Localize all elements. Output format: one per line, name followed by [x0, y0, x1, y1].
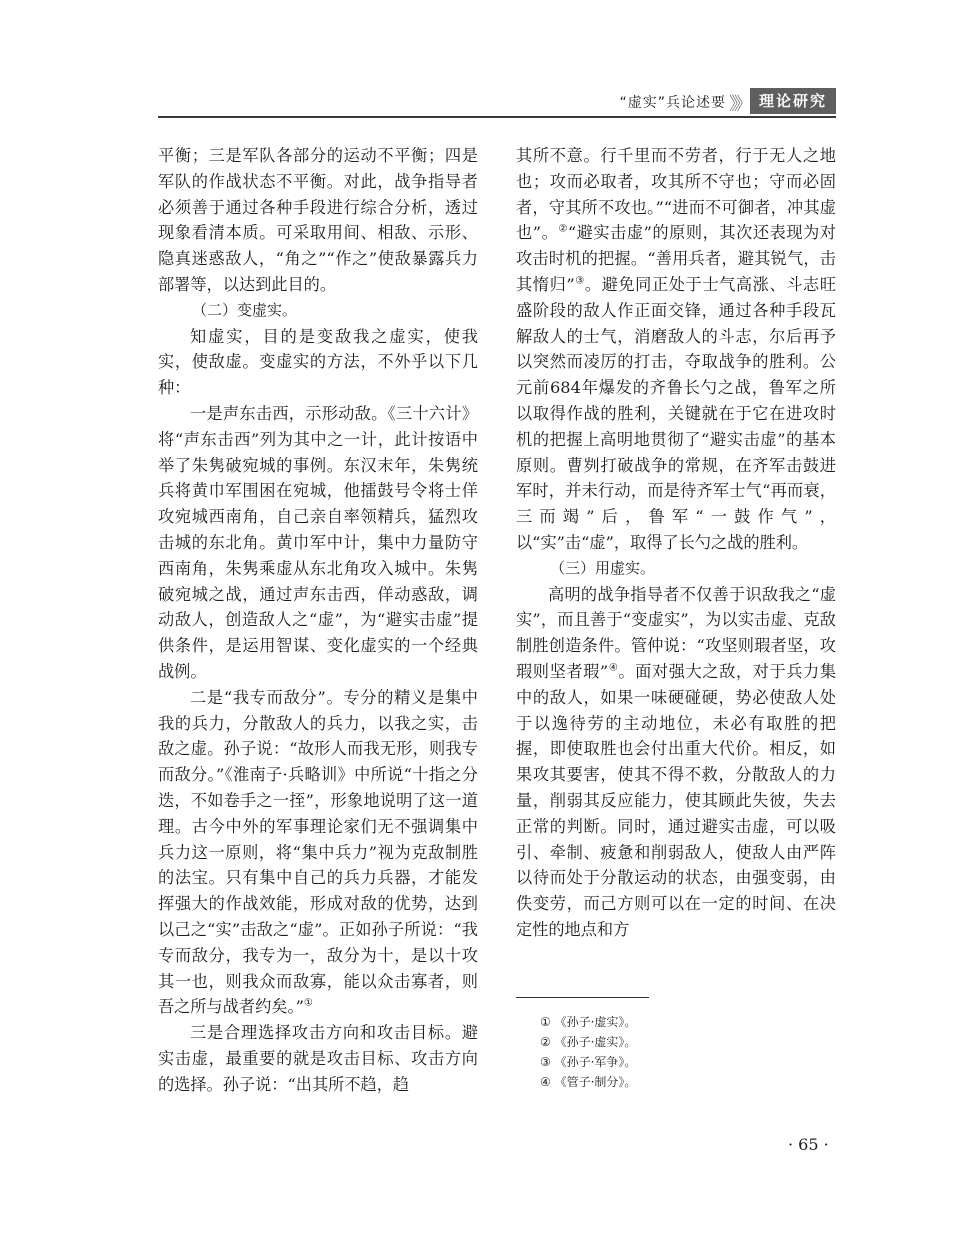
paragraph: [158, 685, 478, 1020]
paragraph-text: 其所不意。行千里而不劳者，行于无人之地也；攻而必取者，攻其所不守也；守而必固者，守其所不攻也。”“进而不可御者，冲其虚也”。: [516, 146, 836, 243]
subheading: （二）变虚实。: [192, 300, 298, 319]
chevron-icon: 》》: [729, 94, 748, 115]
left-column: [158, 143, 478, 1097]
paragraph: 一是声东击西，示形动敌。《三十六计》将“声东击西”列为其中之一计，此计按语中举了朱隽破宛城的事例。东汉末年，朱隽统兵将黄巾军围困在宛城，他擂鼓号令将士佯攻宛城西南角，自己亲自率领精兵，猛烈攻击城的东北角。黄巾军中计，集中力量防守西南角，朱隽乘虚从东北角攻入城中。朱隽破宛城之战，通过声东击西，佯动惑敌，调动敌人，创造敌人之“虚”，为“避实击虚”提供条件，是运用智谋、变化虚实的一个经典战例。: [158, 403, 478, 681]
article-title: “虚实”兵论述要: [619, 95, 726, 111]
footnote-ref: ④: [608, 662, 619, 674]
paragraph: 知虚实，目的是变敌我之虚实，使我实，使敌虚。变虚实的方法，不外乎以下几种：: [158, 326, 478, 398]
paragraph-text: 。面对强大之敌，对于兵力集中的敌人，如果一味硬碰硬，势必使敌人处于以逸待劳的主动地位，未必有取胜的把握，即使取胜也会付出重大代价。相反，如果攻其要害，使其不得不救，分散敌人的力量，削弱其反应能力，使其顾此失彼，失去正常的判断。同时，通过避实击虚，可以吸引、牵制、疲惫和削弱敌人，使敌人由严阵以待而处于分散运动的状态，由强变弱，由佚变劳，而己方则可以在一定的时间、在决定性的地点和方: [516, 661, 837, 939]
footnote-rule: [516, 997, 649, 998]
paragraph-text: 二是“我专而敌分”。专分的精义是集中我的兵力，分散敌人的兵力，以我之实，击敌之虚。孙子说：“故形人而我无形，则我专而敌分。”《淮南子·兵略训》中所说“十指之分迭，不如卷手之一挃”，形象地说明了这一道理。古今中外的军事理论家们无不强调集中兵力这一原则，将“集中兵力”视为克敌制胜的法宝。只有集中自己的兵力兵器，才能发挥强大的作战效能，形成对敌的优势，达到以己之“实”击敌之“虚”。正如孙子所说：“我专而敌分，我专为一，敌分为十，是以十攻其一也，则我众而敌寡，能以众击寡者，则吾之所与战者约矣。”: [158, 687, 478, 1017]
paragraph: 三是合理选择攻击方向和攻击目标。避实击虚，最重要的就是攻击目标、攻击方向的选择。孙子说：“出其所不趋，趋: [158, 1023, 478, 1094]
section-label: 理论研究: [750, 88, 836, 114]
running-header: [158, 88, 836, 118]
footnotes: [540, 1012, 636, 1092]
footnote: ④ 《管子·制分》。: [540, 1075, 637, 1089]
footnote: ② 《孙子·虚实》。: [540, 1035, 637, 1049]
footnote-ref: ①: [303, 997, 313, 1009]
paragraph: [516, 143, 836, 556]
right-column: [516, 143, 836, 943]
paragraph: [516, 582, 836, 943]
footnote-ref: ③: [574, 275, 585, 287]
header-rule: [158, 116, 836, 118]
footnote: ① 《孙子·虚实》。: [540, 1015, 637, 1029]
footnote-ref: ②: [558, 224, 568, 235]
paragraph-text: 高明的战争指导者不仅善于识敌我之“虚实”，而且善于“变虚实”，为以实击虚、克敌制胜创造条件。管仲说：“攻坚则瑕者坚，攻瑕则坚者瑕”: [516, 584, 836, 681]
subheading: （三）用虚实。: [550, 558, 656, 577]
paragraph: 平衡；三是军队各部分的运动不平衡；四是军队的作战状态不平衡。对此，战争指导者必须善于通过各种手段进行综合分析，透过现象看清本质。可采取用间、相敌、示形、隐真迷惑敌人，“角之”“作之”使敌暴露兵力部署等，以达到此目的。: [158, 146, 478, 294]
page-number: · 65 ·: [788, 1135, 829, 1154]
paragraph-text: 。避免同正处于士气高涨、斗志旺盛阶段的敌人作正面交锋，通过各种手段瓦解敌人的士气，消磨敌人的斗志，尔后再予以突然而凌厉的打击，夺取战争的胜利。公元前684年爆发的齐鲁长勺之战，鲁军之所以取得作战的胜利，关键就在于它在进攻时机的把握上高明地贯彻了“避实击虚”的基本原则。曹刿打破战争的常规，在齐军击鼓进军时，并未行动，而是待齐军士气“再而衰，三而竭”后，鲁军“一鼓作气”，以“实”击“虚”，取得了长勺之战的胜利。: [516, 274, 837, 552]
footnote: ③ 《孙子·军争》。: [540, 1055, 637, 1069]
paragraph-text: “避实击虚”的原则，其次还表现为对攻击时机的把握。“善用兵者，避其锐气，击其惰归”: [516, 223, 836, 294]
